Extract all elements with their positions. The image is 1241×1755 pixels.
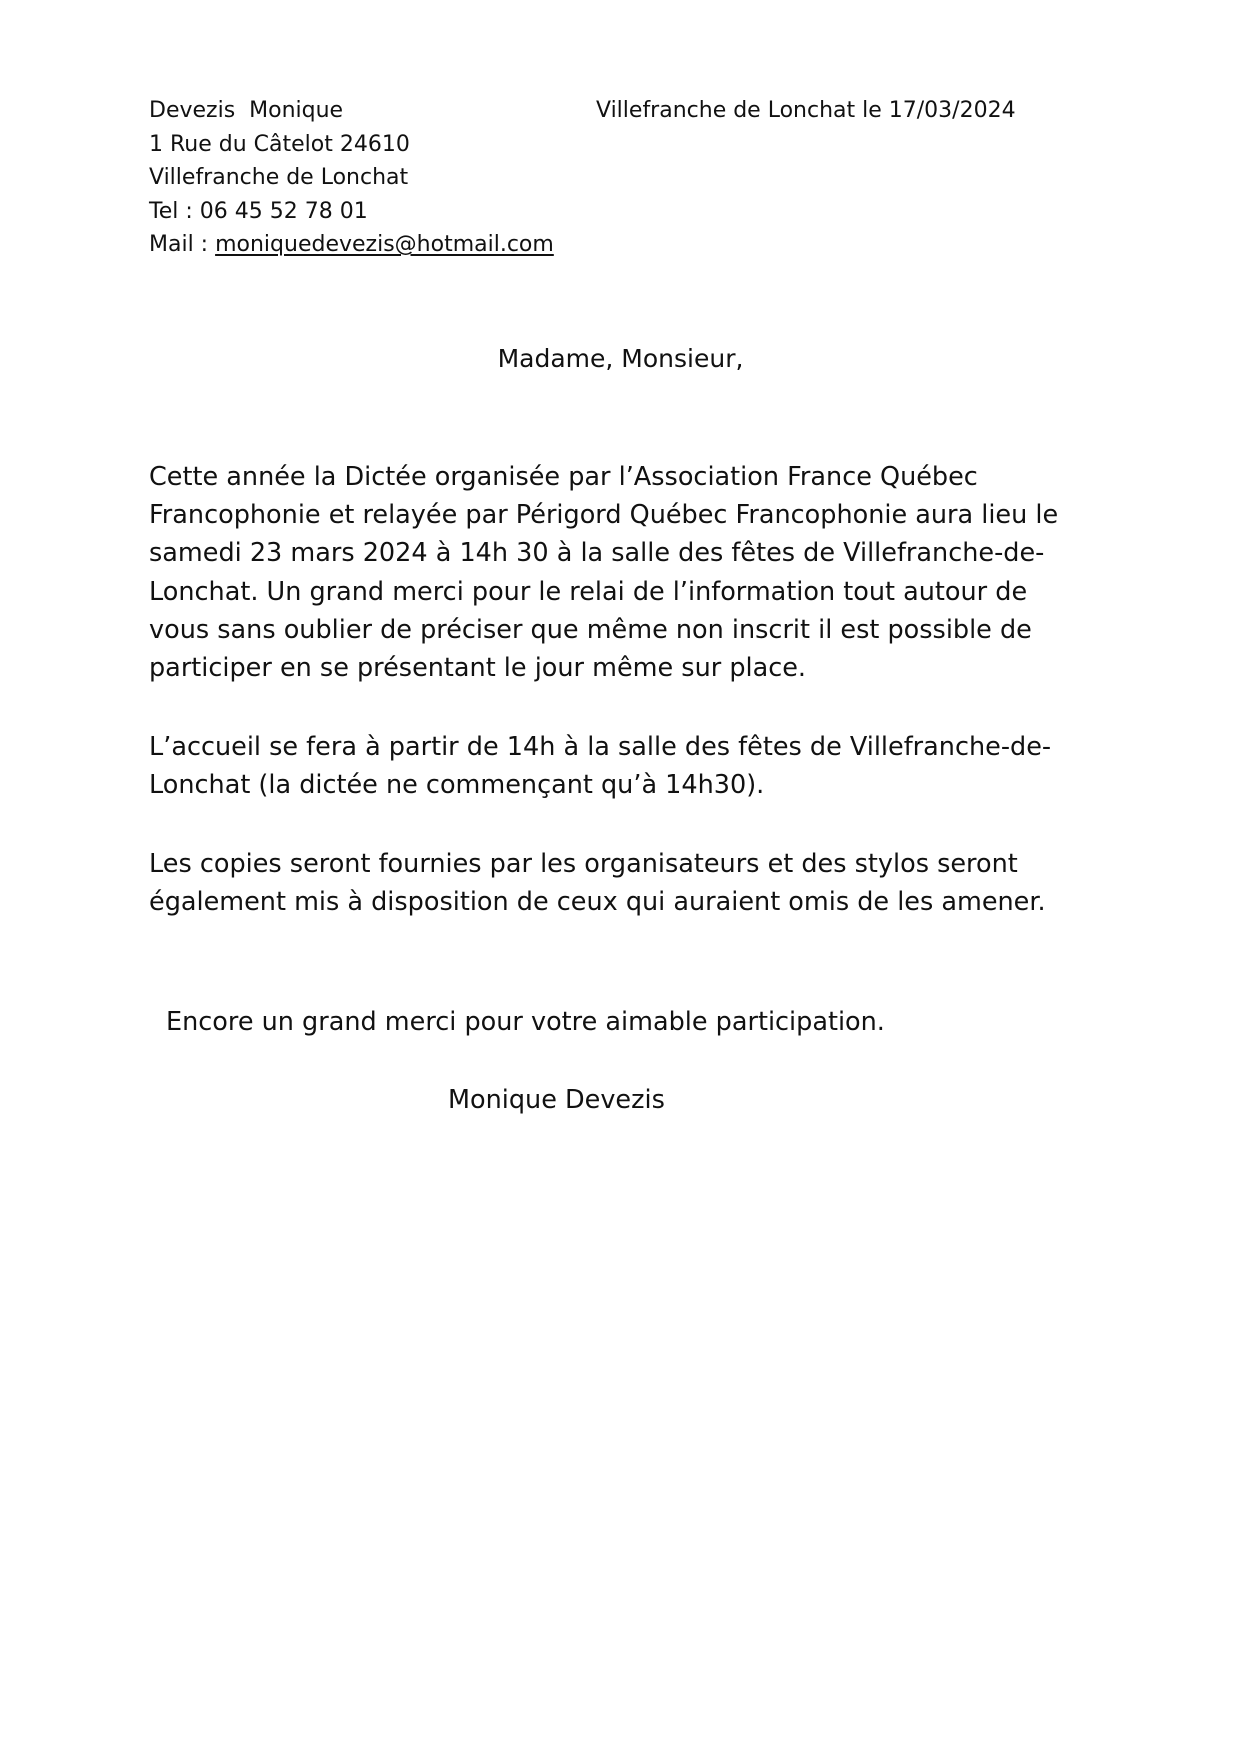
closing-line: Encore un grand merci pour votre aimable participation. — [166, 1007, 885, 1037]
body-paragraph-1 — [149, 458, 1109, 687]
paragraph-line: Lonchat (la dictée ne commençant qu’à 14h30). — [149, 770, 765, 801]
paragraph-line: L’accueil se fera à partir de 14h à la salle des fêtes de Villefranche-de- — [149, 732, 1052, 762]
paragraph-line: Les copies seront fournies par les organisateurs et des stylos seront — [149, 849, 1018, 879]
sender-email-link[interactable]: moniquedevezis@hotmail.com — [215, 232, 554, 257]
salutation: Madame, Monsieur, — [497, 344, 744, 373]
paragraph-line: samedi 23 mars 2024 à 14h 30 à la salle des fêtes de Villefranche-de- — [149, 538, 1045, 569]
signature: Monique Devezis — [448, 1085, 665, 1115]
paragraph-line: Francophonie et relayée par Périgord Québec Francophonie aura lieu le — [149, 500, 1059, 531]
sender-block — [149, 94, 554, 262]
sender-address-line1: 1 Rue du Câtelot 24610 — [149, 131, 410, 157]
sender-name: Devezis Monique — [149, 98, 344, 123]
place-date: Villefranche de Lonchat le 17/03/2024 — [596, 98, 1016, 123]
paragraph-line: Cette année la Dictée organisée par l’Association France Québec — [149, 462, 978, 492]
paragraph-line: Lonchat. Un grand merci pour le relai de l’information tout autour de — [149, 576, 1028, 607]
paragraph-line: participer en se présentant le jour même sur place. — [149, 653, 807, 684]
body-paragraph-3 — [149, 845, 1109, 921]
sender-phone-label: Tel : — [149, 198, 200, 224]
sender-address-line2: Villefranche de Lonchat — [149, 165, 409, 190]
sender-mail-label: Mail : — [149, 232, 216, 257]
paragraph-line: également mis à disposition de ceux qui auraient omis de les amener. — [149, 887, 1046, 918]
paragraph-line: vous sans oublier de préciser que même non inscrit il est possible de — [149, 614, 1032, 645]
sender-phone: 06 45 52 78 01 — [199, 198, 368, 224]
body-paragraph-2 — [149, 728, 1109, 804]
